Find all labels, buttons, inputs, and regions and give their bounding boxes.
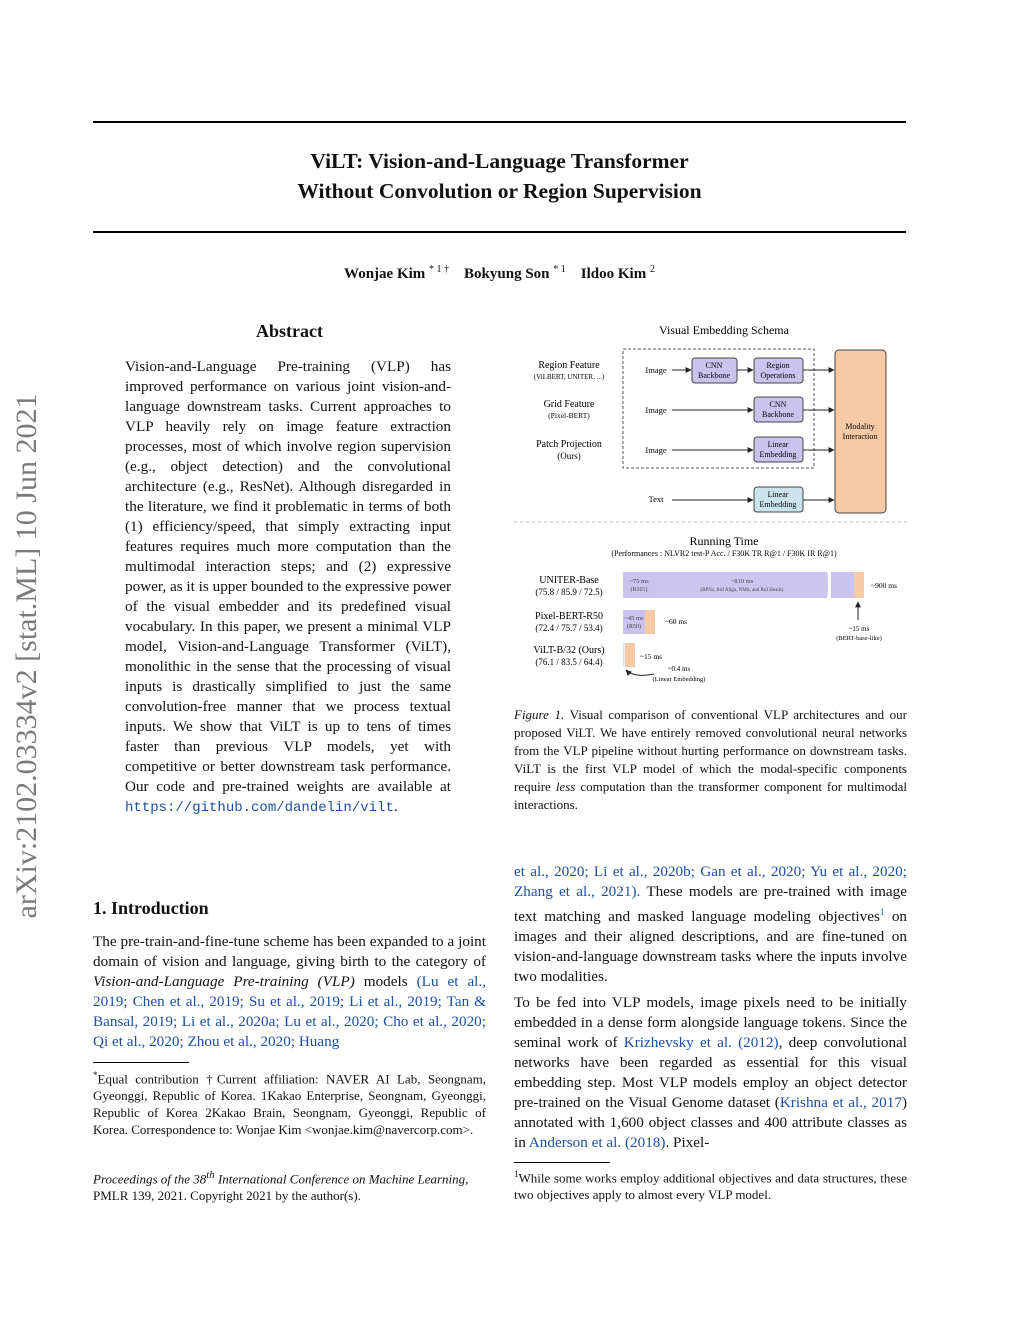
caption-text: Visual comparison of conventional VLP architectures and our proposed ViLT. We have entirely removed convolutional neural networks from the VLP pipeline without hurting performance on downstream tasks. ViLT is the first VLP model of which the modal-specific components require <box>514 707 908 794</box>
author-marks: * 1 <box>553 264 566 275</box>
row-label: Grid Feature <box>543 399 595 410</box>
model-perf: (75.8 / 85.9 / 72.5) <box>535 587 603 597</box>
row-sub: (ViLBERT, UNITER, ...) <box>533 373 605 381</box>
figure-1 <box>514 318 907 698</box>
model-perf: (76.1 / 83.5 / 64.4) <box>535 657 603 667</box>
svg-text:(Linear Embedding): (Linear Embedding) <box>652 676 706 683</box>
caption-italic: less <box>555 779 576 794</box>
running-subtitle: (Performances : NLVR2 test-P Acc. / F30K TR R@1 / F30K IR R@1) <box>611 549 837 558</box>
author-marks: 2 <box>649 264 655 275</box>
input-label: Image <box>645 405 667 415</box>
paper-title <box>93 146 906 206</box>
svg-text:~45 ms: ~45 ms <box>624 615 644 622</box>
footnote-1: $^1$While some works employ additional objectives and data structures, these two objectives apply to almost every VLP model. <box>514 1169 907 1203</box>
uniter-region-bar <box>656 572 828 598</box>
code-link[interactable]: https://github.com/dandelin/vilt <box>125 800 394 816</box>
top-rule <box>93 121 906 123</box>
schema-title: Visual Embedding Schema <box>659 323 789 337</box>
proceedings-italic: Proceedings of the 38 <box>93 1171 207 1187</box>
svg-text:(BERT-base-like): (BERT-base-like) <box>836 635 882 642</box>
intro-italic: Vision-and-Language Pre-training (VLP) <box>93 973 355 990</box>
input-label: Image <box>645 365 667 375</box>
title-bottom-rule <box>93 231 906 233</box>
pixel-cnn-bar <box>623 610 645 634</box>
model-name: UNITER-Base <box>539 575 599 586</box>
footnote-text: While some works employ additional objectives and data structures, these two objectives apply to almost every VLP model. <box>514 1170 907 1203</box>
vilt-interaction-bar <box>625 643 635 667</box>
author-name: Bokyung Son <box>464 266 550 282</box>
citation-list[interactable]: (Lu et al., 2019; Chen et al., 2019; Su et al., 2019; Li et al., 2019; Tan & Bansal, 2019; Li et al., 2020a; Lu et al., 2020; Cho et al., 2020; Qi et al., 2020; Zhou et al., 2020; Huang <box>93 973 487 1050</box>
title-line-1: ViLT: Vision-and-Language Transformer <box>310 149 689 173</box>
footnote-rule <box>93 1062 189 1063</box>
proceedings-note: Proceedings of the 38th International Conference on Machine Learning, PMLR 139, 2021. Copyright 2021 by the author(s). <box>93 1169 469 1204</box>
svg-text:~60 ms: ~60 ms <box>664 617 688 626</box>
svg-text:CNN: CNN <box>769 400 787 409</box>
citation[interactable]: Krishna et al., 2017 <box>779 1094 902 1111</box>
pixel-interaction-bar <box>645 610 655 634</box>
svg-text:~900 ms: ~900 ms <box>871 581 897 590</box>
title-line-2: Without Convolution or Region Supervision <box>297 179 702 203</box>
intro-paragraph <box>93 932 486 1052</box>
input-label: Text <box>648 494 664 504</box>
citation[interactable]: Anderson et al. (2018) <box>528 1134 666 1151</box>
proceedings-conference: International Conference on Machine Learning <box>217 1171 466 1187</box>
model-perf: (72.4 / 75.7 / 53.4) <box>535 623 603 633</box>
svg-text:(R50): (R50) <box>627 624 641 630</box>
figure-caption <box>514 706 907 814</box>
caption-text-end: computation than the transformer component for multimodal interactions. <box>514 779 908 812</box>
svg-text:~15 ms: ~15 ms <box>848 625 870 633</box>
svg-text:~75 ms: ~75 ms <box>629 578 649 585</box>
paragraph-text: on images and their aligned descriptions, and are fine-tuned on vision-and-language downstream tasks where the inputs involve two modalities. <box>514 908 907 986</box>
arxiv-identifier[interactable]: arXiv:2102.03334v2 [stat.ML] 10 Jun 2021 <box>10 393 43 919</box>
svg-text:Embedding: Embedding <box>759 500 797 509</box>
svg-text:Linear: Linear <box>767 440 789 449</box>
svg-text:(RPNs, RoI Align, NMS, and RoI: (RPNs, RoI Align, NMS, and RoI Heads) <box>700 588 784 593</box>
uniter-cnn-bar <box>623 572 656 598</box>
svg-text:Embedding: Embedding <box>759 450 797 459</box>
row-label: Patch Projection <box>536 439 602 450</box>
vilt-linear-bar <box>623 643 625 667</box>
model-name: ViLT-B/32 (Ours) <box>533 645 605 656</box>
svg-text:Region: Region <box>766 361 790 370</box>
figure-diagram <box>514 318 907 698</box>
paragraph-text: These models are pre-trained with image text matching and masked language modeling objectives <box>514 883 907 926</box>
author-name: Ildoo Kim <box>580 266 647 282</box>
svg-text:Modality: Modality <box>845 422 875 431</box>
svg-text:(R101): (R101) <box>630 587 648 593</box>
uniter-region-bar-tail <box>831 572 854 598</box>
author-list <box>93 264 906 283</box>
abstract-body: Vision-and-Language Pre-training (VLP) has improved performance on various joint vision-and-language downstream tasks. Current approaches to VLP heavily rely on image feature extraction processes, most of which involve region supervision (e.g., object detection) and the convolutional architecture (e.g., ResNet). Although disregarded in the literature, we find it problematic in terms of both (1) efficiency/speed, that simply extracting input features requires much more computation than the multimodal interaction steps; and (2) expressive power, as it is upper bounded to the expressive power of the visual embedder and its predefined visual vocabulary. In this paper, we present a minimal VLP model, Vision-and-Language Transformer (ViLT), monolithic in the sense that the processing of visual inputs is drastically simplified to just the same convolution-free manner that we process textual inputs. We show that ViLT is up to tens of times faster than previous VLP models, yet with competitive or better downstream task performance. Our code and pre-trained weights are available at <box>125 358 451 795</box>
svg-text:Operations: Operations <box>760 371 796 380</box>
footnote-rule <box>514 1162 610 1163</box>
author-marks: * 1 † <box>429 264 450 275</box>
intro-text: The pre-train-and-fine-tune scheme has been expanded to a joint domain of vision and language, giving birth to the category of <box>93 933 486 970</box>
running-title: Running Time <box>689 534 759 548</box>
abstract-text: Vision-and-Language Pre-training (VLP) has improved performance on various joint vision-and-language downstream tasks. Current approaches to VLP heavily rely on image feature extraction processes, most of which involve region supervision (e.g., object detection) and the convolutional architecture (e.g., ResNet). Although disregarded in the literature, we find it problematic in terms of both (1) efficiency/speed, that simply extracting input features requires much more computation than the multimodal interaction steps; and (2) expressive power, as it is upper bounded to the expressive power of the visual embedder and its predefined visual vocabulary. In this paper, we present a minimal VLP model, Vision-and-Language Transformer (ViLT), monolithic in the sense that the processing of visual inputs is drastically simplified to just the same convolution-free manner that we process textual inputs. We show that ViLT is up to tens of times faster than previous VLP models, yet with competitive or better downstream task performance. Our code and pre-trained weights are available at https://github.com/dandelin/vilt. <box>125 358 451 816</box>
svg-text:~0.4 ms: ~0.4 ms <box>667 665 691 673</box>
proceedings-rest: , PMLR 139, 2021. Copyright 2021 by the author(s). <box>93 1171 469 1204</box>
svg-text:~15 ms: ~15 ms <box>639 652 663 661</box>
input-label: Image <box>645 445 667 455</box>
caption-label: Figure 1. <box>514 707 565 722</box>
intro-text-end: models <box>363 973 408 990</box>
row-label: Region Feature <box>538 360 600 371</box>
footnote-affiliations: *Equal contribution †Current affiliation: NAVER AI Lab, Seongnam, Gyeonggi, Republic of Korea. 1Kakao Enterprise, Seongnam, Gyeonggi, Republic of Korea 2Kakao Brain, Seongnam, Gyeonggi, Republic of Korea. Correspondence to: Wonjae Kim <wonjae.kim@navercorp.com>. <box>93 1070 486 1138</box>
row-sub: (Pixel-BERT) <box>548 411 590 420</box>
author-name: Wonjae Kim <box>344 266 426 282</box>
svg-text:Backbone: Backbone <box>698 371 730 380</box>
svg-text:Interaction: Interaction <box>842 432 878 441</box>
abstract-heading: Abstract <box>256 321 323 341</box>
section-heading: 1. Introduction <box>93 898 209 918</box>
row-sub: (Ours) <box>557 451 581 461</box>
intro-paragraph-continued: et al., 2020; Li et al., 2020b; Gan et al., 2020; Yu et al., 2020; Zhang et al., 2021). These models are pre-trained with image text matching and masked language modeling objectives$^1$ on images and their aligned descriptions, and are fine-tuned on vision-and-language downstream tasks where the inputs involve two modalities. <box>514 863 907 986</box>
citation-list[interactable]: et al., 2020; Li et al., 2020b; Gan et al., 2020; Yu et al., 2020; Zhang et al., 2021). <box>514 863 907 900</box>
svg-text:~810 ms: ~810 ms <box>730 578 754 585</box>
svg-text:Backbone: Backbone <box>762 410 794 419</box>
paragraph-2: To be fed into VLP models, image pixels need to be initially embedded in a dense form alongside language tokens. Since the seminal work of Krizhevsky et al. (2012), deep convolutional networks have been regarded as essential for this visual embedding step. Most VLP models employ an object detector pre-trained on the Visual Genome dataset (Krishna et al., 2017) annotated with 1,600 object classes and 400 attribute classes as in Anderson et al. (2018). Pixel- <box>514 994 908 1151</box>
model-name: Pixel-BERT-R50 <box>535 611 603 622</box>
uniter-interaction-bar <box>854 572 864 598</box>
citation[interactable]: Krizhevsky et al. (2012) <box>623 1034 779 1051</box>
svg-text:Linear: Linear <box>767 490 789 499</box>
footnote-text: Equal contribution †Current affiliation: NAVER AI Lab, Seongnam, Gyeonggi, Republic of Korea. 1Kakao Enterprise, Seongnam, Gyeonggi, Republic of Korea 2Kakao Brain, Seongnam, Gyeonggi, Republic of Korea. Correspondence to: Wonjae Kim <wonjae.kim@navercorp.com>. <box>93 1071 486 1138</box>
svg-text:CNN: CNN <box>705 361 723 370</box>
